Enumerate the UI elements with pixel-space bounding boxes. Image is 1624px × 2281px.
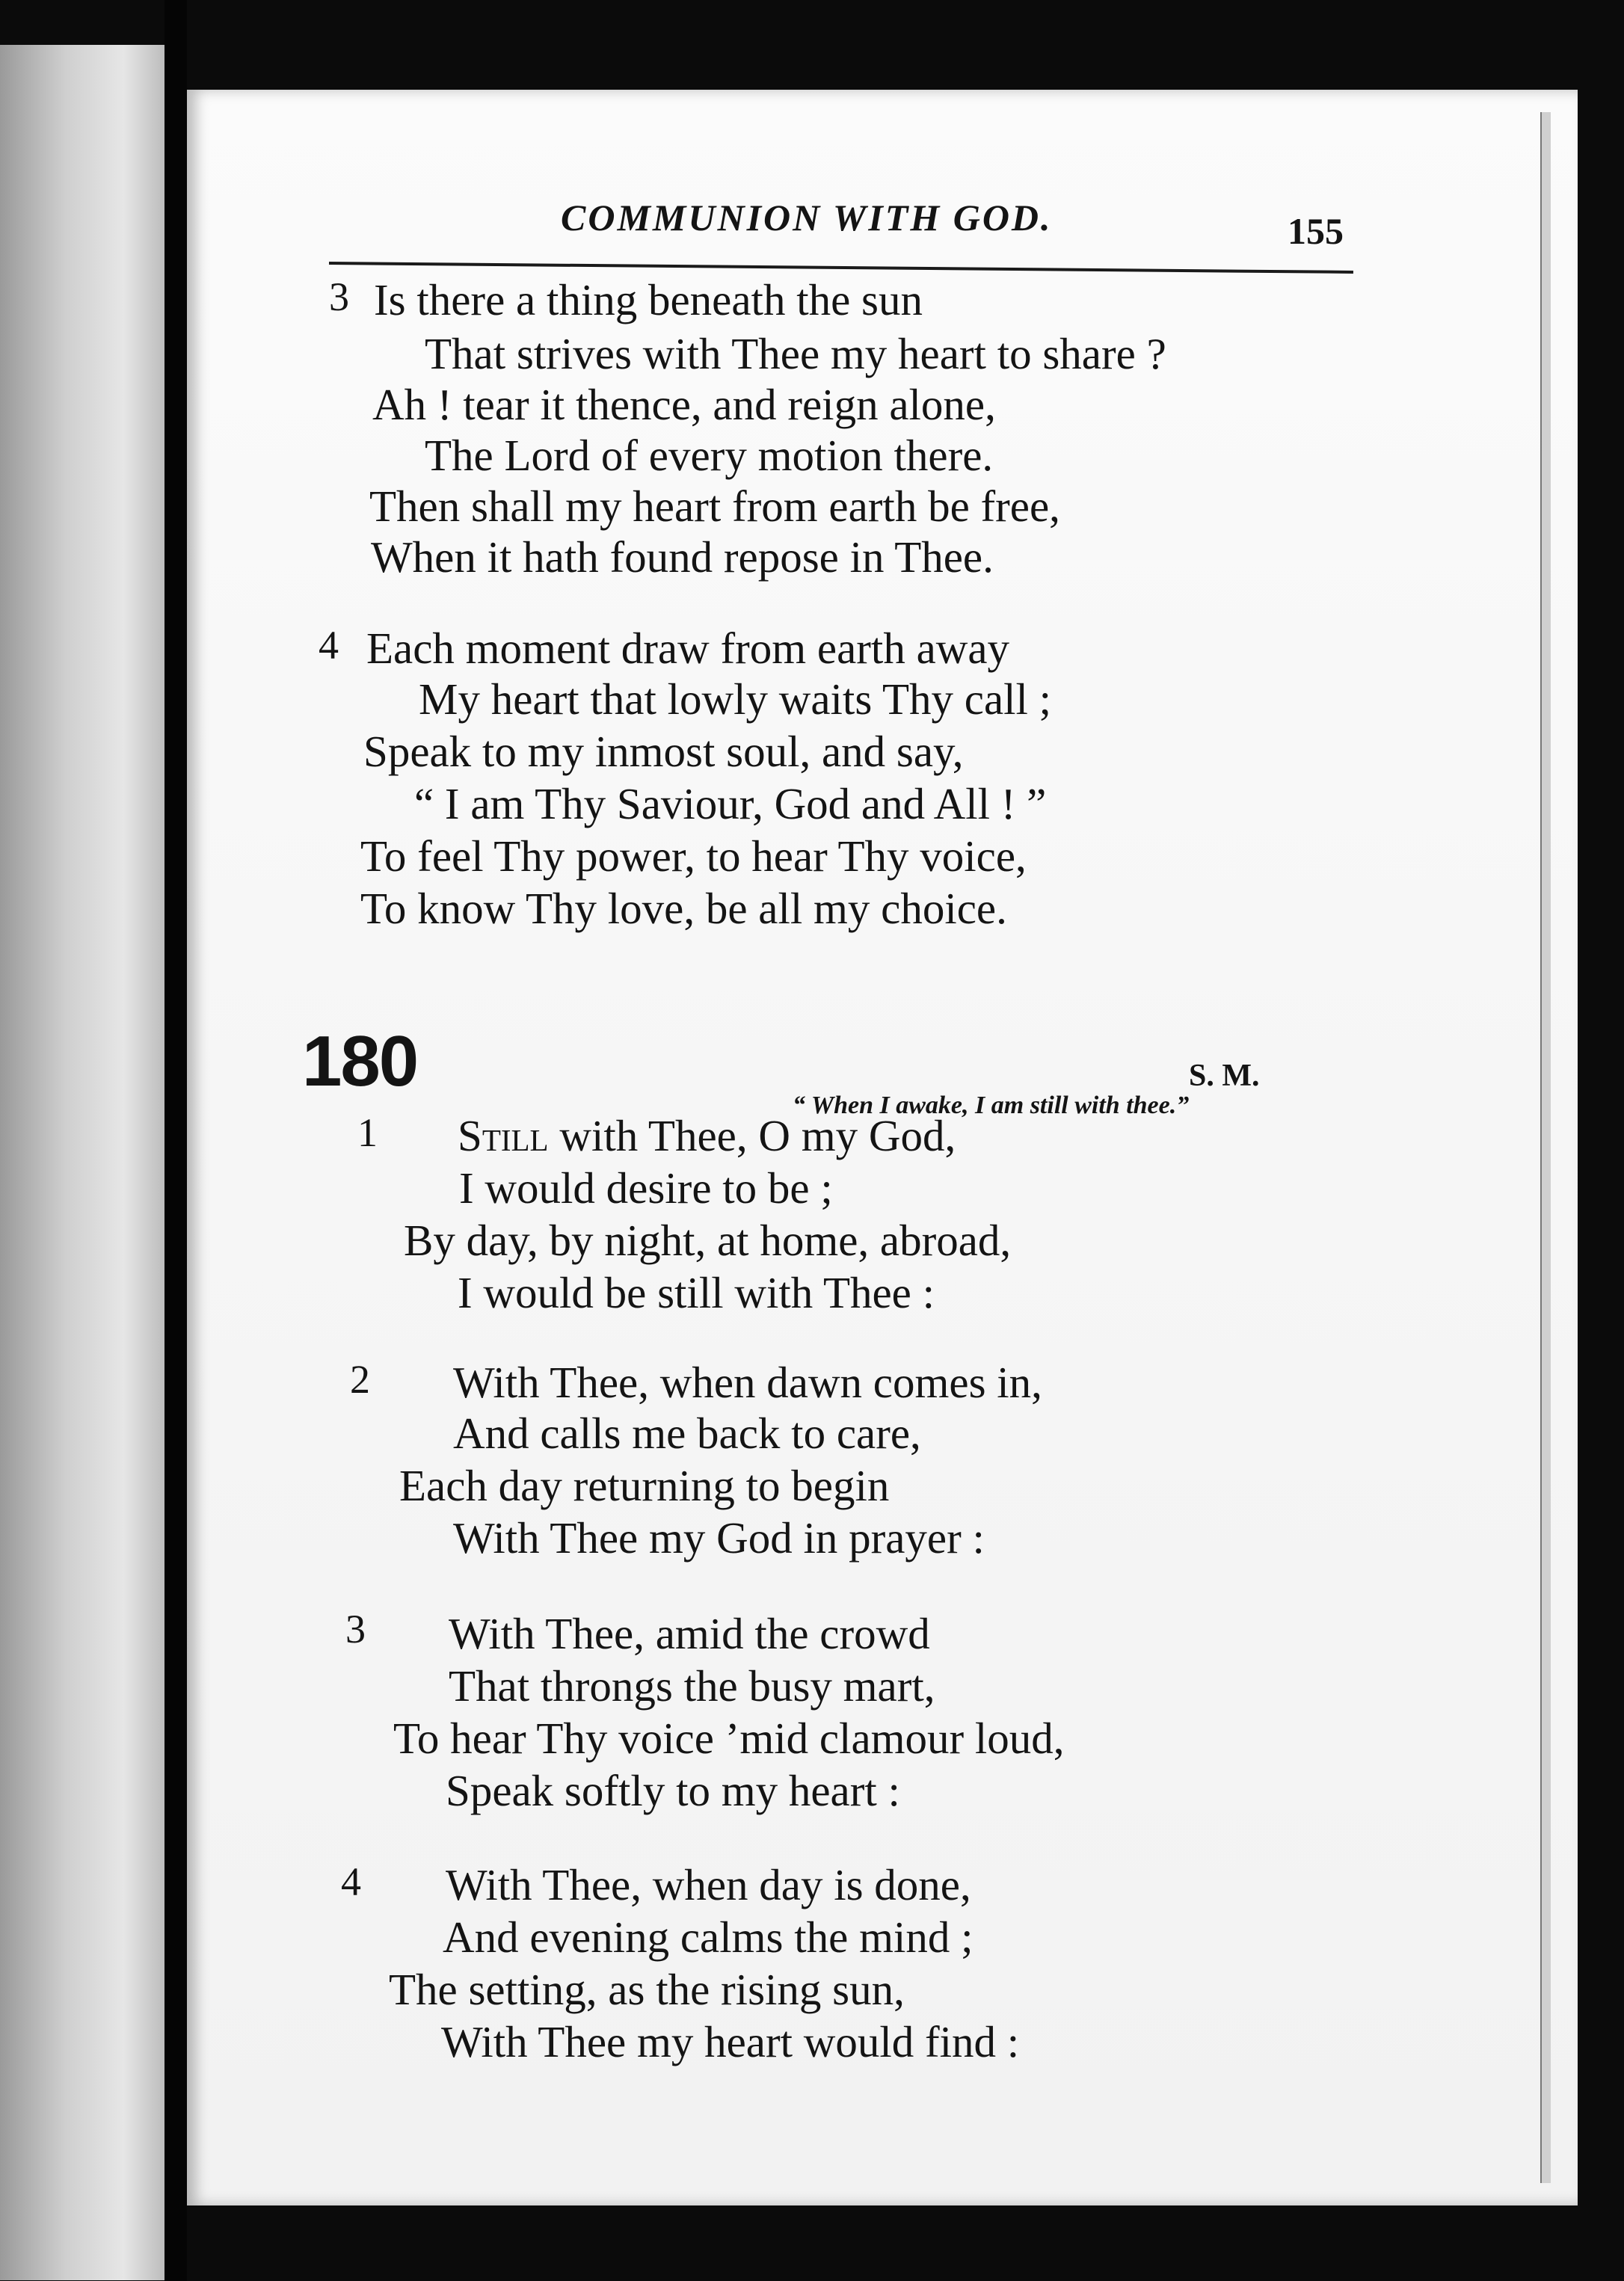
verse-line: And evening calms the mind ; [443, 1912, 974, 1962]
verse-line: Ah ! tear it thence, and reign alone, [372, 380, 996, 429]
verse-line: To feel Thy power, to hear Thy voice, [360, 831, 1027, 881]
verse-line: With Thee, when day is done, [446, 1860, 971, 1909]
verse-line: To hear Thy voice ’mid clamour loud, [393, 1714, 1065, 1763]
verse-line: By day, by night, at home, abroad, [404, 1216, 1012, 1265]
verse-line: Speak to my inmost soul, and say, [363, 727, 964, 776]
verse-number: 3 [345, 1607, 366, 1652]
hymn-number: 180 [302, 1021, 418, 1101]
verse-line [458, 1111, 956, 1160]
verse-line: That strives with Thee my heart to share ? [425, 329, 1166, 378]
page-number: 155 [1288, 210, 1344, 252]
verse-line: I would be still with Thee : [458, 1268, 935, 1317]
hymn-epigraph: “ When I awake, I am still with thee.” [793, 1092, 1190, 1119]
verse-line: Each moment draw from earth away [366, 624, 1010, 673]
verse-line: Then shall my heart from earth be free, [369, 481, 1060, 531]
verse-number: 1 [357, 1110, 378, 1155]
verse-number: 2 [350, 1357, 370, 1402]
book-gutter [164, 0, 187, 2281]
verse-line: With Thee my heart would find : [441, 2017, 1020, 2066]
verse-line: With Thee, amid the crowd [449, 1609, 930, 1658]
verse-line: Is there a thing beneath the sun [374, 275, 923, 324]
page-fore-edge [1540, 112, 1551, 2183]
facing-page-edge [0, 45, 164, 2280]
verse-line: Each day returning to begin [399, 1461, 890, 1510]
verse-line: To know Thy love, be all my choice. [360, 884, 1007, 933]
running-title: COMMUNION WITH GOD. [561, 197, 1053, 238]
verse-number: 4 [341, 1859, 361, 1904]
verse-line: The Lord of every motion there. [425, 431, 994, 480]
verse-line: My heart that lowly waits Thy call ; [419, 674, 1052, 724]
verse-line: Speak softly to my heart : [446, 1766, 900, 1815]
verse-line: I would desire to be ; [459, 1163, 833, 1213]
verse-number: 4 [319, 623, 339, 668]
verse-line: With Thee, when dawn comes in, [453, 1358, 1042, 1407]
verse-line: And calls me back to care, [453, 1409, 921, 1458]
verse-line: The setting, as the rising sun, [389, 1965, 905, 2014]
hymn-first-word: Still [458, 1111, 549, 1160]
verse-number: 3 [329, 274, 349, 319]
hymn-meter: S. M. [1189, 1059, 1260, 1093]
verse-line: “ I am Thy Saviour, God and All ! ” [414, 779, 1047, 828]
verse-line: With Thee my God in prayer : [453, 1513, 985, 1563]
verse-line: That throngs the busy mart, [449, 1661, 935, 1711]
verse-line-rest: with Thee, O my God, [548, 1111, 956, 1160]
verse-line: When it hath found repose in Thee. [371, 532, 994, 582]
